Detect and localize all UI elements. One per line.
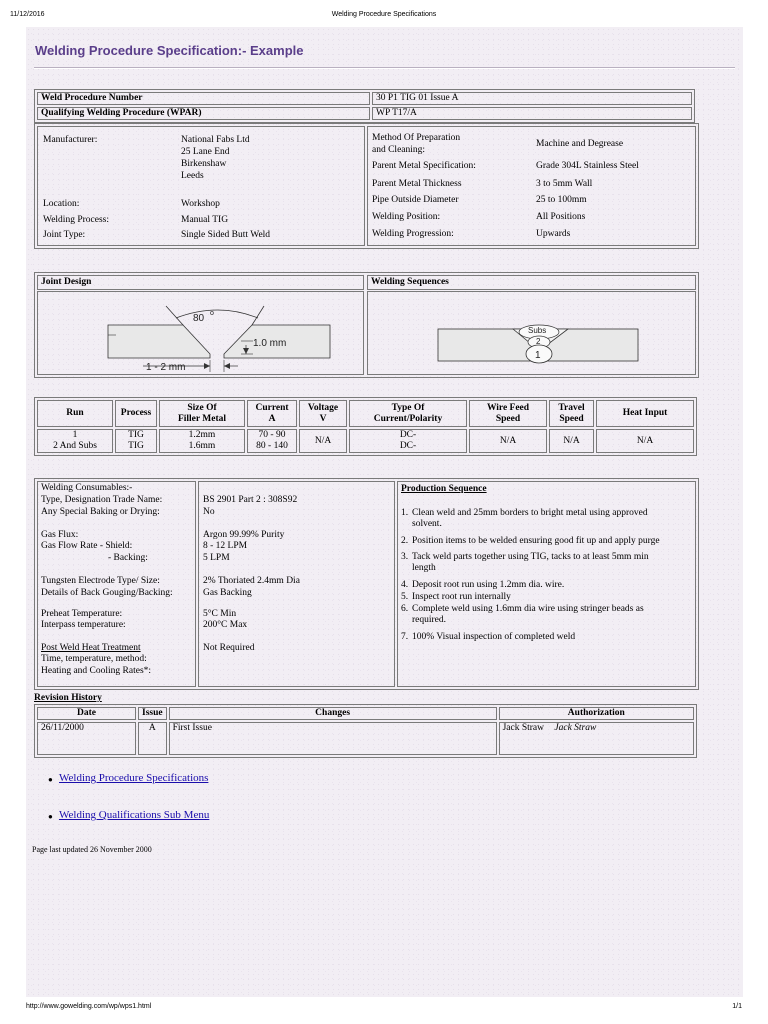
rev-col-changes: Changes [169,707,497,720]
flow-value: 8 - 12 LPM [203,541,248,551]
info-right-cell [367,126,696,246]
consumables-heading: Welding Consumables:- [41,483,133,493]
production-heading: Production Sequence [401,484,487,494]
info-left-cell [37,126,365,246]
consumables-label-cell [37,481,196,687]
rev-col-date: Date [37,707,136,720]
joint-design-drawing [38,292,363,374]
rev-col-issue: Issue [138,707,167,720]
cell-run: 1 2 And Subs [37,429,113,453]
manufacturer-line-4: Leeds [181,171,204,181]
preheat-value: 5°C Min [203,609,237,619]
step-text-continued: solvent. [412,519,442,529]
step-text: Complete weld using 1.6mm dia wire using stringer beads as [412,604,644,614]
cell-travel: N/A [549,429,594,453]
progression-value: Upwards [536,229,571,239]
thickness-value: 3 to 5mm Wall [536,179,593,189]
root-face-label: 1.0 mm [253,338,287,349]
cell-process: TIG TIG [115,429,157,453]
position-label: Welding Position: [372,212,441,222]
step-number: 3. [401,552,409,562]
manufacturer-line-2: 25 Lane End [181,147,230,157]
bullet-icon: ● [48,812,53,821]
step-text: Inspect root run internally [412,592,511,602]
last-updated: Page last updated 26 November 2000 [32,845,152,854]
pipe-od-label: Pipe Outside Diameter [372,195,459,205]
pwht-sub-2: Heating and Cooling Rates*: [41,666,152,676]
progression-label: Welding Progression: [372,229,454,239]
step-number: 7. [401,632,409,642]
col-wire-feed: Wire Feed Speed [469,400,547,427]
print-date: 11/12/2016 [10,11,45,18]
title-divider [34,67,735,69]
manufacturer-label: Manufacturer: [43,135,98,145]
rev-date: 26/11/2000 [37,722,136,755]
procedure-id-table [34,89,695,123]
wpn-label: Weld Procedure Number [37,92,370,105]
consumables-table [34,478,699,690]
bake-value: No [203,507,215,517]
design-table [34,272,699,378]
cell-heat-input: N/A [596,429,694,453]
rev-auth-name: Jack Straw [502,723,545,733]
process-label: Welding Process: [43,215,109,225]
seq-2-label: 2 [536,337,541,346]
col-process: Process [115,400,157,427]
joint-type-label: Joint Type: [43,230,86,240]
type-value: BS 2901 Part 2 : 308S92 [203,495,298,505]
joint-type-value: Single Sided Butt Weld [181,230,271,240]
degree-mark: o [210,310,214,317]
revision-table [34,704,697,758]
pwht-sub-1: Time, temperature, method: [41,654,147,664]
bullet-icon: ● [48,775,53,784]
col-filler-size: Size Of Filler Metal [159,400,245,427]
spec-value: Grade 304L Stainless Steel [536,161,639,171]
preheat-label: Preheat Temperature: [41,609,123,619]
cell-voltage: N/A [299,429,347,453]
document-page [26,27,743,997]
step-text: Clean weld and 25mm borders to bright metal using approved [412,508,648,518]
joint-design-heading: Joint Design [37,275,364,290]
location-label: Location: [43,199,80,209]
print-title: Welding Procedure Specifications [331,11,437,18]
tungsten-label: Tungsten Electrode Type/ Size: [41,576,160,586]
step-number: 6. [401,604,409,614]
position-value: All Positions [536,212,586,222]
pwht-label: Post Weld Heat Treatment [41,643,141,653]
link-wps[interactable]: Welding Procedure Specifications [59,772,209,784]
col-current: Current A [247,400,297,427]
col-heat-input: Heat Input [596,400,694,427]
step-text: 100% Visual inspection of completed weld [412,632,576,642]
step-text-continued: required. [412,615,447,625]
flux-value: Argon 99.99% Purity [203,530,285,540]
consumables-value-cell [198,481,395,687]
print-page-number: 1/1 [732,1003,742,1010]
step-text-continued: length [412,563,436,573]
step-text: Deposit root run using 1.2mm dia. wire. [412,580,565,590]
rev-authorization [499,722,694,755]
print-header [0,11,768,23]
angle-label: 80 [193,313,205,324]
pwht-value: Not Required [203,643,255,653]
cell-filler-size: 1.2mm 1.6mm [159,429,245,453]
col-voltage: Voltage V [299,400,347,427]
step-number: 1. [401,508,409,518]
manufacturer-line-3: Birkenshaw [181,159,227,169]
info-table [34,123,699,249]
type-label: Type, Designation Trade Name: [41,495,163,505]
cell-wire-feed: N/A [469,429,547,453]
manufacturer-line-1: National Fabs Ltd [181,135,250,145]
prep-label-2: and Cleaning: [372,145,426,155]
page-title: Welding Procedure Specification:- Example [35,43,304,58]
tungsten-value: 2% Thoriated 2.4mm Dia [203,576,300,586]
step-text: Position items to be welded ensuring good fit up and apply purge [412,536,660,546]
prep-label-1: Method Of Preparation [372,133,461,143]
prep-value: Machine and Degrease [536,139,624,149]
backing-value: 5 LPM [203,553,230,563]
seq-1-label: 1 [535,350,541,361]
cell-polarity: DC- DC- [349,429,467,453]
cell-current: 70 - 90 80 - 140 [247,429,297,453]
production-sequence-cell [397,481,696,687]
interpass-label: Interpass temperature: [41,620,126,630]
print-url: http://www.gowelding.com/wp/wps1.html [26,1003,152,1010]
revision-heading: Revision History [34,693,102,703]
wpar-label: Qualifying Welding Procedure (WPAR) [37,107,370,120]
step-text: Tack weld parts together using TIG, tacks to at least 5mm min [412,552,649,562]
thickness-label: Parent Metal Thickness [372,179,462,189]
bake-label: Any Special Baking or Drying: [41,507,160,517]
seq-subs-label: Subs [528,326,547,335]
rev-issue: A [138,722,167,755]
rev-col-authorization: Authorization [499,707,694,720]
col-travel: Travel Speed [549,400,594,427]
wpn-value: 30 P1 TIG 01 Issue A [372,92,692,105]
gouging-label: Details of Back Gouging/Backing: [41,588,173,598]
gouging-value: Gas Backing [203,588,252,598]
col-run: Run [37,400,113,427]
link-qualifications-menu[interactable]: Welding Qualifications Sub Menu [59,809,210,821]
flow-label: Gas Flow Rate - Shield: [41,541,133,551]
parameters-table [34,397,697,456]
location-value: Workshop [181,199,220,209]
joint-design-cell [37,291,364,375]
welding-sequences-heading: Welding Sequences [367,275,696,290]
rev-changes: First Issue [169,722,497,755]
backing-label: - Backing: [108,553,148,563]
wpar-value: WP T17/A [372,107,692,120]
gap-label: 1 - 2 mm [146,362,186,373]
step-number: 2. [401,536,409,546]
interpass-value: 200°C Max [203,620,248,630]
spec-label: Parent Metal Specification: [372,161,476,171]
process-value: Manual TIG [181,215,229,225]
step-number: 5. [401,592,409,602]
rev-auth-signature: Jack Straw [554,723,597,733]
pipe-od-value: 25 to 100mm [536,195,587,205]
welding-sequence-drawing [368,292,695,374]
col-polarity: Type Of Current/Polarity [349,400,467,427]
welding-sequences-cell [367,291,696,375]
step-number: 4. [401,580,409,590]
flux-label: Gas Flux: [41,530,79,540]
